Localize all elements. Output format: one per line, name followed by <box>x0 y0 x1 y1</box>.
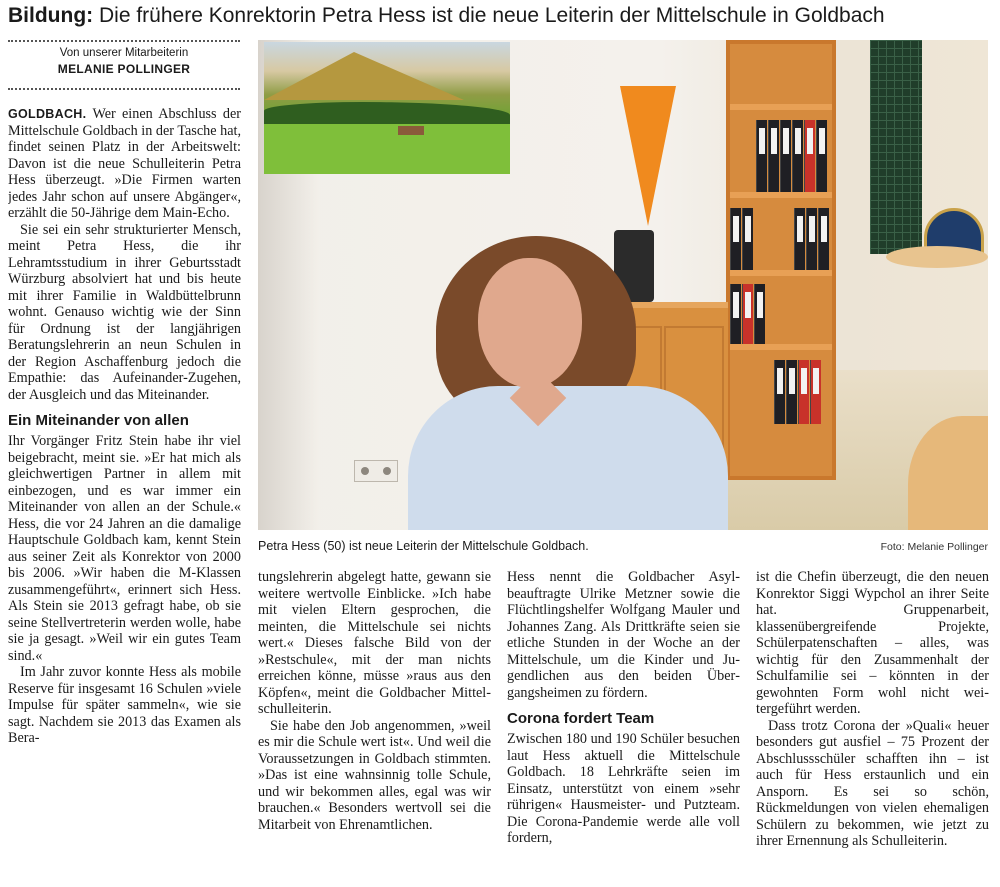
article-paragraph: tungslehrerin abgelegt hatte, gewann sie weitere wertvolle Einblicke. »Ich habe mit vielen Eltern gesprochen, die meinten, die Mittelschule sei nichts wert.« Dieses falsche Bild von der »Restschule«, mit der man nichts erreichen könne, müsse »raus aus den Köpfen«, meint die Goldbacher Mittelschulleiterin. <box>258 569 491 717</box>
binder <box>756 120 767 192</box>
binder <box>742 284 753 344</box>
byline-author: MELANIE POLLINGER <box>57 62 191 76</box>
binder <box>780 120 791 192</box>
poster-mountain <box>264 52 464 100</box>
article-paragraph: Hess nennt die Goldbacher Asylbeauftragte Ulrike Metzner sowie die Flüchtlingshelfer Wolfgang Mauler und Johannes Zang. Als Drittkräfte seien sie etliche Stunden in der Woche an der Mittelschule, um die Kinder und Jugendlichen aus den beiden Übergangsheimen zu fördern. <box>507 569 740 701</box>
school-cone <box>620 86 676 226</box>
article-paragraph <box>8 106 241 222</box>
portrait-person <box>408 236 728 530</box>
binder <box>730 208 741 270</box>
poster-meadow <box>264 124 510 174</box>
binder <box>754 284 765 344</box>
article-paragraph: Sie sei ein sehr strukturierter Mensch, meint Petra Hess, die ihr Lehramtsstudium in ihrer Geburtsstadt Würzburg absolviert hat und bis heute mit ihrer Familie in Waldbüttelbrunn wohnt. Genauso wichtig wie der Sinn für Ordnung ist der langjährigen Beratungslehrerin an neun Schulen in der Region Aschaffenburg jedoch die Empathie: das Aufeinander-Zugehen, der Ausgleich und das Miteinander. <box>8 221 241 403</box>
shelf-board <box>730 270 832 276</box>
shelf-board <box>730 104 832 110</box>
dateline: GOLDBACH. <box>8 107 87 121</box>
binder <box>768 120 779 192</box>
pinboard <box>870 40 922 254</box>
article-photo <box>258 40 988 530</box>
headline-kicker: Bildung: <box>8 4 94 27</box>
article-column-3 <box>507 569 740 887</box>
headline <box>8 2 998 32</box>
wall-socket <box>354 460 398 482</box>
article-paragraph: Sie habe den Job angenommen, »weil es mir die Schule wert ist«. Und weil die Voraussetzungen in Goldbach stimmten. »Das ist eine wahnsinnig tolle Schule, und wir bekommen alles, egal was wir brauchen.« Besonders wertvoll sei die Mitarbeit von Ehrenamtlichen. <box>258 717 491 833</box>
byline <box>8 46 240 77</box>
byline-rule-bottom <box>8 88 240 90</box>
binder <box>792 120 803 192</box>
article-paragraph: Dass trotz Corona der »Quali« heuer besonders gut ausfiel – 75 Prozent der Abschlussschüler schafften ihn – ist auch für Hess erstaunlich und ein Ansporn. Es sei so schön, Rückmeldungen von vielen ehemaligen Schülern zu bekommen, wie jetzt zu ihrer Ernennung als Schulleiterin. <box>756 717 989 849</box>
photo-caption: Petra Hess (50) ist neue Leiterin der Mittelschule Goldbach. <box>258 539 589 553</box>
face <box>478 258 582 388</box>
article-paragraph: ist die Chefin überzeugt, die den neuen Konrektor Siggi Wypchol an ihrer Seite hat. Gruppenarbeit, klassenübergreifende Projekte, Schülerpatenschaften – alles, was wichtig für den Zusammenhalt der Schulfamilie sei – könnten in der gewohnten Form wohl nicht weitergeführt werden. <box>756 569 989 717</box>
binder <box>816 120 827 192</box>
headline-text: Die frühere Konrektorin Petra Hess ist die neue Leiterin der Mittelschule in Goldbach <box>98 4 885 27</box>
photo-credit: Foto: Melanie Pollinger <box>880 541 988 553</box>
byline-rule-top <box>8 40 240 42</box>
binder <box>794 208 805 270</box>
article-paragraph: Zwischen 180 und 190 Schüler besuchen laut Hess aktuell die Mittelschule Goldbach. 18 Lehrkräfte seien im Einsatz, unterstützt von einem »sehr rührigen« Hausmeister- und Putzteam. Die Corona-Pandemie werde alle voll fordern, <box>507 731 740 846</box>
binder <box>742 208 753 270</box>
subheading-miteinander: Ein Miteinander von allen <box>8 412 189 429</box>
subheading-corona: Corona fordert Team <box>507 710 655 727</box>
shelf-board <box>730 192 832 198</box>
landscape-poster <box>264 42 510 174</box>
blouse <box>408 386 728 530</box>
article-column-4 <box>756 569 989 887</box>
binder <box>818 208 829 270</box>
binder <box>798 360 809 424</box>
byline-prefix: Von unserer Mitarbeiterin <box>59 47 189 59</box>
bookshelf <box>726 40 836 480</box>
paragraph-text: Wer einen Abschluss der Mittelschule Goldbach in der Tasche hat, findet seinen Platz in der Arbeitswelt: Davon ist die neue Schulleiterin Petra Hess überzeugt. »Die Firmen warten jedes Jahr schon auf unsere Abgänger«, erzählt die 50-Jährige dem Main-Echo. <box>8 106 241 221</box>
binder <box>786 360 797 424</box>
article-column-1 <box>8 106 241 886</box>
poster-forest <box>264 102 510 124</box>
article-paragraph: Ihr Vorgänger Fritz Stein habe ihr viel beigebracht, meint sie. »Er hat mich als gleichwertigen Partner in allem mit einbezogen, und es war immer ein Miteinander von allen an der Schule.« Hess, die vor 24 Jahren an die damalige Hauptschule Goldbach kam, kennt Stein aus seiner Zeit als Konrektor von 2000 bis 2006. »Wir haben die M-Klassen zusammengeführt«, erinnert sich Hess. Als Stein sie 2013 gefragt habe, ob sie seine Stellvertreterin werden wolle, habe sie ja gesagt. »Weil wir ein gutes Team sind.« <box>8 433 241 664</box>
binder <box>806 208 817 270</box>
binder <box>730 284 741 344</box>
shelf-board <box>730 344 832 350</box>
round-table <box>886 246 988 268</box>
binder <box>804 120 815 192</box>
binder <box>810 360 821 424</box>
article-column-2 <box>258 569 491 887</box>
binder <box>774 360 785 424</box>
poster-hut <box>398 126 424 135</box>
article-paragraph: Im Jahr zuvor konnte Hess als mobile Reserve für insgesamt 16 Schulen »viele Impulse für später sammeln«, wie sie sagt. Nachdem sie 2013 das Examen als Bera- <box>8 664 241 746</box>
